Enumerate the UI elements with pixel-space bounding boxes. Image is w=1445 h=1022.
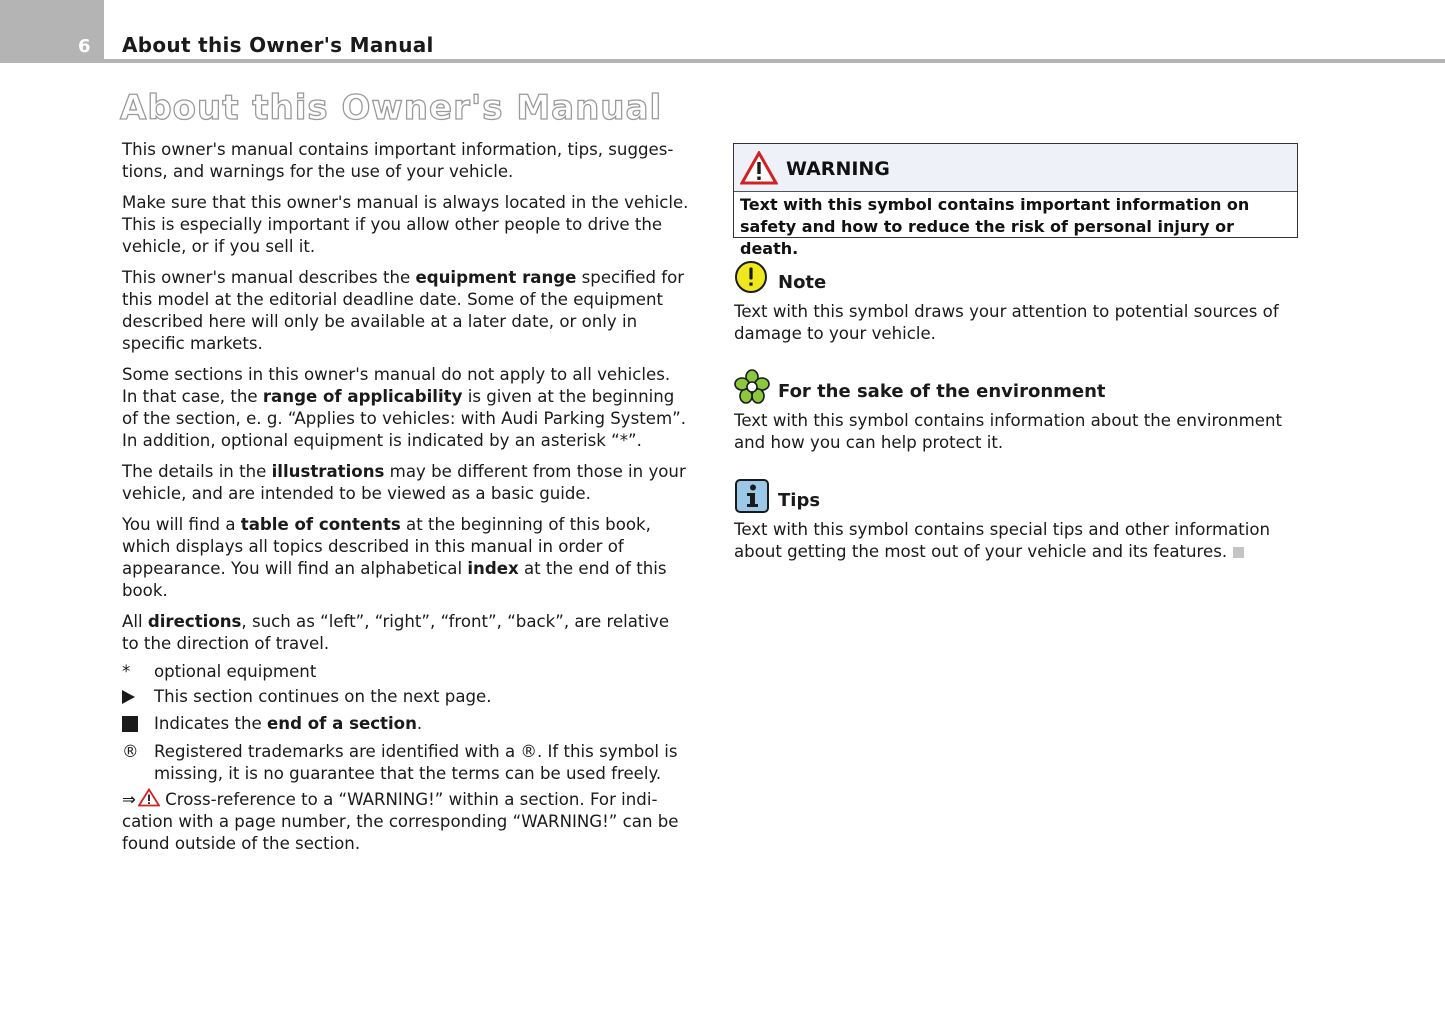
legend-continues: This section continues on the next page. bbox=[122, 686, 690, 710]
tips-section bbox=[734, 478, 1304, 563]
warning-box bbox=[733, 143, 1298, 258]
asterisk-icon: * bbox=[122, 662, 131, 681]
legend-end-of-section: Indicates the end of a section. bbox=[122, 713, 690, 738]
warning-title: WARNING bbox=[786, 158, 890, 180]
symbol-legend bbox=[122, 661, 690, 785]
tips-title: Tips bbox=[778, 490, 821, 511]
warning-triangle-icon bbox=[740, 151, 778, 185]
exclamation-circle-icon bbox=[734, 260, 768, 294]
environment-section bbox=[734, 369, 1304, 454]
registered-icon: ® bbox=[122, 742, 139, 761]
paragraph-illustrations: The details in the illustrations may be different from those in your vehicle, and are intended to be viewed as a basic guide. bbox=[122, 462, 686, 503]
environment-title: For the sake of the environment bbox=[778, 381, 1106, 402]
paragraph-contents: You will find a table of contents at the beginning of this book, which displays all topics described in this manual in order of appearance. You will find an alphabetical index at the end of this book. bbox=[122, 515, 667, 600]
flower-icon bbox=[734, 369, 770, 405]
paragraph-directions: All directions, such as “left”, “right”, “front”, “back”, are relative to the direction of travel. bbox=[122, 612, 670, 653]
page-number: 6 bbox=[78, 36, 91, 57]
header-rule bbox=[104, 59, 1445, 63]
running-header-title: About this Owner's Manual bbox=[122, 33, 434, 57]
info-icon bbox=[734, 478, 770, 514]
warning-triangle-icon bbox=[138, 788, 160, 807]
paragraph-intro: This owner's manual contains important information, tips, sugges-tions, and warnings for the use of your vehicle. bbox=[122, 140, 674, 181]
paragraph-equipment: This owner's manual describes the equipment range specified for this model at the editorial deadline date. Some of the equipment described here will only be available at a later date, or only in specific markets. bbox=[122, 268, 685, 353]
note-body: Text with this symbol draws your attention to potential sources of damage to your vehicle. bbox=[734, 302, 1279, 343]
environment-body: Text with this symbol contains information about the environment and how you can help protect it. bbox=[734, 411, 1282, 452]
page-title: About this Owner's Manual bbox=[120, 88, 663, 128]
paragraph-location: Make sure that this owner's manual is always located in the vehicle. This is especially important if you allow other people to drive the vehicle, or if you sell it. bbox=[122, 193, 689, 256]
left-column bbox=[122, 139, 690, 864]
continue-arrow-icon bbox=[122, 690, 135, 704]
warning-header bbox=[734, 144, 1297, 192]
paragraph-applicability: Some sections in this owner's manual do not apply to all vehicles. In that case, the range of applicability is given at the beginning of the section, e. g. “Applies to vehicles: with Audi Parking System”. In addition, optional equipment is indicated by an asterisk “*”. bbox=[122, 365, 687, 450]
xref-arrow-icon: ⇒ bbox=[122, 790, 136, 809]
legend-registered: ® Registered trademarks are identified with a ®. If this symbol is missing, it is no guarantee that the terms can be used freely. bbox=[122, 742, 678, 783]
tips-body: Text with this symbol contains special tips and other information about getting the most out of your vehicle and its features. bbox=[734, 520, 1271, 561]
warning-body: Text with this symbol contains important information on safety and how to reduce the risk of personal injury or death. bbox=[740, 195, 1250, 258]
legend-asterisk: * optional equipment bbox=[122, 662, 317, 681]
end-of-section-icon bbox=[122, 716, 138, 732]
note-title: Note bbox=[778, 272, 827, 293]
note-section bbox=[734, 260, 1304, 345]
paragraph-cross-reference: ⇒ Cross-reference to a “WARNING!” within a section. For indi-cation with a page number, the corresponding “WARNING!” can be found outside of the section. bbox=[122, 790, 679, 853]
end-of-section-icon bbox=[1233, 547, 1244, 558]
